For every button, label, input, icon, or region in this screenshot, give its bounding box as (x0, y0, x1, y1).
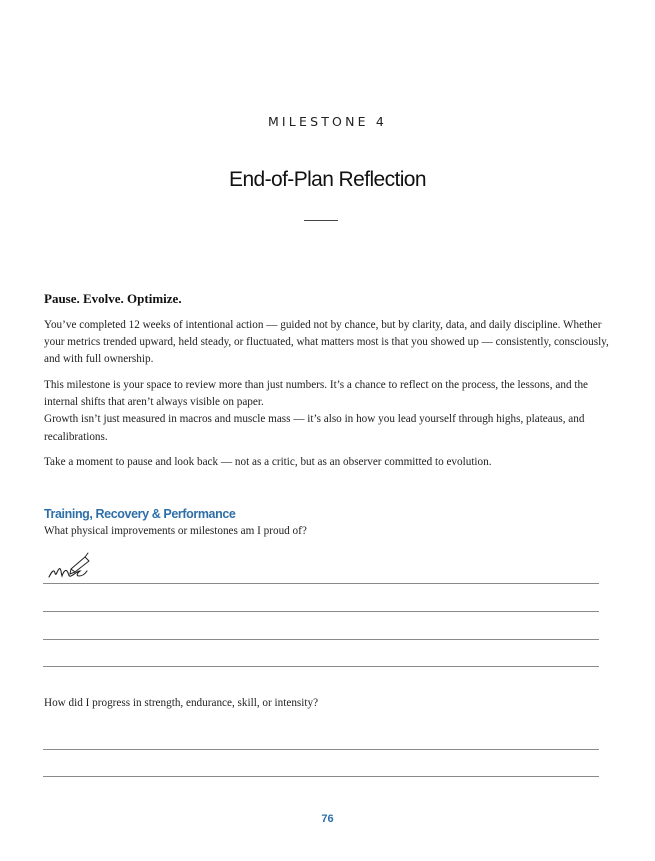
answer-line-2-1[interactable] (43, 749, 599, 750)
answer-line-1-2[interactable] (43, 611, 599, 612)
intro-paragraph-1: You’ve completed 12 weeks of intentional action — guided not by chance, but by clarity, data, and daily discipline. Whether your metrics trended upward, held steady, or fluctuated, what matters most is that you showed up — consistently, consciously, and with full ownership. (44, 319, 609, 366)
page-number: 76 (321, 813, 334, 825)
title-divider (304, 220, 338, 221)
intro-paragraph-2b: Growth isn’t just measured in macros and muscle mass — it’s also in how you lead yourself through highs, plateaus, and recalibrations. (44, 413, 585, 443)
answer-line-1-4[interactable] (43, 666, 599, 667)
intro-paragraph-2 (44, 377, 612, 446)
intro-paragraph-2a: This milestone is your space to review more than just numbers. It’s a chance to reflect on the process, the lessons, and the internal shifts that aren’t always visible on paper. (44, 379, 588, 409)
intro-heading: Pause. Evolve. Optimize. (44, 291, 182, 306)
question-2: How did I progress in strength, endurance, skill, or intensity? (44, 697, 319, 709)
handwriting-signature-icon (47, 549, 93, 581)
milestone-label: MILESTONE 4 (267, 114, 388, 129)
answer-line-1-1[interactable] (43, 583, 599, 584)
answer-line-1-3[interactable] (43, 639, 599, 640)
answer-line-2-2[interactable] (43, 776, 599, 777)
question-1: What physical improvements or milestones am I proud of? (44, 525, 307, 537)
page-title: End-of-Plan Reflection (229, 168, 426, 191)
intro-paragraph-3: Take a moment to pause and look back — not as a critic, but as an observer committed to evolution. (44, 456, 492, 468)
section-title: Training, Recovery & Performance (44, 507, 236, 521)
